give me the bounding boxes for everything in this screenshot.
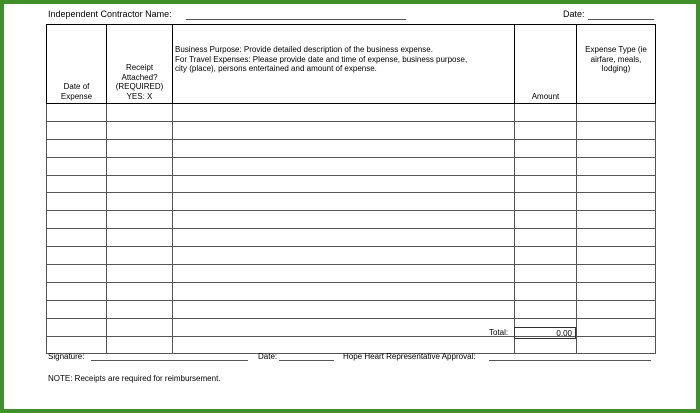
footer-date-field[interactable] bbox=[279, 360, 334, 361]
table-header-row bbox=[47, 25, 656, 104]
type-cell[interactable] bbox=[577, 139, 656, 157]
purpose-cell[interactable] bbox=[173, 139, 515, 157]
receipt-cell[interactable] bbox=[107, 247, 173, 265]
col-header-type-line: lodging) bbox=[601, 64, 631, 73]
purpose-cell[interactable] bbox=[173, 175, 515, 193]
table-row bbox=[47, 265, 656, 283]
date-cell[interactable] bbox=[47, 139, 107, 157]
type-cell[interactable] bbox=[577, 193, 656, 211]
reimbursement-note: NOTE: Receipts are required for reimbursement. bbox=[48, 374, 221, 383]
table-row bbox=[47, 175, 656, 193]
header-date-field[interactable] bbox=[588, 19, 654, 20]
purpose-cell[interactable] bbox=[173, 211, 515, 229]
table-row bbox=[47, 139, 656, 157]
amount-cell[interactable] bbox=[515, 247, 577, 265]
total-label: Total: bbox=[489, 328, 509, 337]
table-body bbox=[47, 104, 656, 354]
type-cell[interactable] bbox=[577, 211, 656, 229]
date-cell[interactable] bbox=[47, 229, 107, 247]
date-cell[interactable] bbox=[47, 265, 107, 283]
type-cell[interactable] bbox=[577, 157, 656, 175]
date-cell[interactable] bbox=[47, 282, 107, 300]
col-header-receipt-line: Attached? bbox=[121, 72, 158, 82]
col-header-date-line: Date of bbox=[63, 82, 90, 91]
amount-cell[interactable] bbox=[515, 175, 577, 193]
amount-cell[interactable] bbox=[515, 265, 577, 283]
type-cell[interactable] bbox=[577, 282, 656, 300]
receipt-cell[interactable] bbox=[107, 157, 173, 175]
purpose-cell[interactable] bbox=[173, 318, 515, 336]
type-cell[interactable] bbox=[577, 104, 656, 122]
date-cell[interactable] bbox=[47, 175, 107, 193]
receipt-cell[interactable] bbox=[107, 139, 173, 157]
amount-cell[interactable] bbox=[515, 193, 577, 211]
col-header-purpose-line: Business Purpose: Provide detailed description of the business expense. bbox=[175, 45, 433, 54]
type-cell[interactable] bbox=[577, 247, 656, 265]
type-cell[interactable] bbox=[577, 175, 656, 193]
type-cell[interactable] bbox=[577, 336, 656, 354]
amount-cell[interactable] bbox=[515, 121, 577, 139]
table-row bbox=[47, 193, 656, 211]
approval-field[interactable] bbox=[489, 360, 651, 361]
purpose-cell[interactable] bbox=[173, 282, 515, 300]
date-cell[interactable] bbox=[47, 247, 107, 265]
amount-cell[interactable] bbox=[515, 104, 577, 122]
col-header-amount bbox=[515, 25, 577, 104]
purpose-cell[interactable] bbox=[173, 247, 515, 265]
type-cell[interactable] bbox=[577, 300, 656, 318]
signature-field[interactable] bbox=[91, 360, 248, 361]
purpose-cell[interactable] bbox=[173, 300, 515, 318]
header-date-label: Date: bbox=[563, 9, 585, 19]
purpose-cell[interactable] bbox=[173, 104, 515, 122]
amount-cell[interactable] bbox=[515, 157, 577, 175]
type-cell[interactable] bbox=[577, 121, 656, 139]
col-header-receipt-line: YES: X bbox=[126, 91, 153, 101]
table-row bbox=[47, 229, 656, 247]
col-header-date bbox=[47, 25, 107, 104]
purpose-cell[interactable] bbox=[173, 265, 515, 283]
col-header-receipt bbox=[107, 25, 173, 104]
col-header-type-line: airfare, meals, bbox=[590, 54, 642, 64]
receipt-cell[interactable] bbox=[107, 282, 173, 300]
date-cell[interactable] bbox=[47, 193, 107, 211]
date-cell[interactable] bbox=[47, 300, 107, 318]
type-cell[interactable] bbox=[577, 229, 656, 247]
footer-date-label: Date: bbox=[258, 352, 278, 361]
contractor-name-field[interactable] bbox=[186, 19, 406, 20]
receipt-cell[interactable] bbox=[107, 300, 173, 318]
contractor-name-label: Independent Contractor Name: bbox=[48, 9, 172, 19]
table-row bbox=[47, 211, 656, 229]
date-cell[interactable] bbox=[47, 157, 107, 175]
amount-cell[interactable] bbox=[515, 139, 577, 157]
receipt-cell[interactable] bbox=[107, 175, 173, 193]
table-row bbox=[47, 157, 656, 175]
date-cell[interactable] bbox=[47, 104, 107, 122]
col-header-purpose-line: city (place), persons entertained and amount of expense. bbox=[175, 64, 377, 73]
col-header-type bbox=[577, 25, 656, 104]
col-header-receipt-line: Receipt bbox=[125, 63, 154, 72]
receipt-cell[interactable] bbox=[107, 265, 173, 283]
purpose-cell[interactable] bbox=[173, 193, 515, 211]
type-cell[interactable] bbox=[577, 318, 656, 336]
col-header-type-line: Expense Type (ie bbox=[585, 45, 647, 54]
total-value: 0.00 bbox=[514, 327, 576, 339]
receipt-cell[interactable] bbox=[107, 229, 173, 247]
receipt-cell[interactable] bbox=[107, 336, 173, 354]
receipt-cell[interactable] bbox=[107, 318, 173, 336]
purpose-cell[interactable] bbox=[173, 157, 515, 175]
receipt-cell[interactable] bbox=[107, 121, 173, 139]
col-header-receipt-line: (REQUIRED) bbox=[115, 82, 164, 91]
col-header-date-line: Expense bbox=[60, 91, 93, 101]
amount-cell[interactable] bbox=[515, 211, 577, 229]
amount-cell[interactable] bbox=[515, 282, 577, 300]
amount-cell[interactable] bbox=[515, 229, 577, 247]
table-row bbox=[47, 247, 656, 265]
date-cell[interactable] bbox=[47, 211, 107, 229]
col-header-amount-line: Amount bbox=[531, 91, 560, 101]
table-row bbox=[47, 282, 656, 300]
col-header-purpose-line: For Travel Expenses: Please provide date and time of expense, business purpose, bbox=[175, 54, 468, 64]
signature-label: Signature: bbox=[48, 352, 85, 361]
expense-table bbox=[46, 24, 656, 354]
approval-label: Hope Heart Representative Approval: bbox=[343, 352, 476, 361]
date-cell[interactable] bbox=[47, 121, 107, 139]
amount-cell[interactable] bbox=[515, 300, 577, 318]
purpose-cell[interactable] bbox=[173, 121, 515, 139]
date-cell[interactable] bbox=[47, 318, 107, 336]
receipt-cell[interactable] bbox=[107, 211, 173, 229]
table-row bbox=[47, 104, 656, 122]
receipt-cell[interactable] bbox=[107, 104, 173, 122]
type-cell[interactable] bbox=[577, 265, 656, 283]
table-row bbox=[47, 300, 656, 318]
table-row bbox=[47, 121, 656, 139]
purpose-cell[interactable] bbox=[173, 229, 515, 247]
col-header-purpose bbox=[173, 25, 515, 104]
receipt-cell[interactable] bbox=[107, 193, 173, 211]
